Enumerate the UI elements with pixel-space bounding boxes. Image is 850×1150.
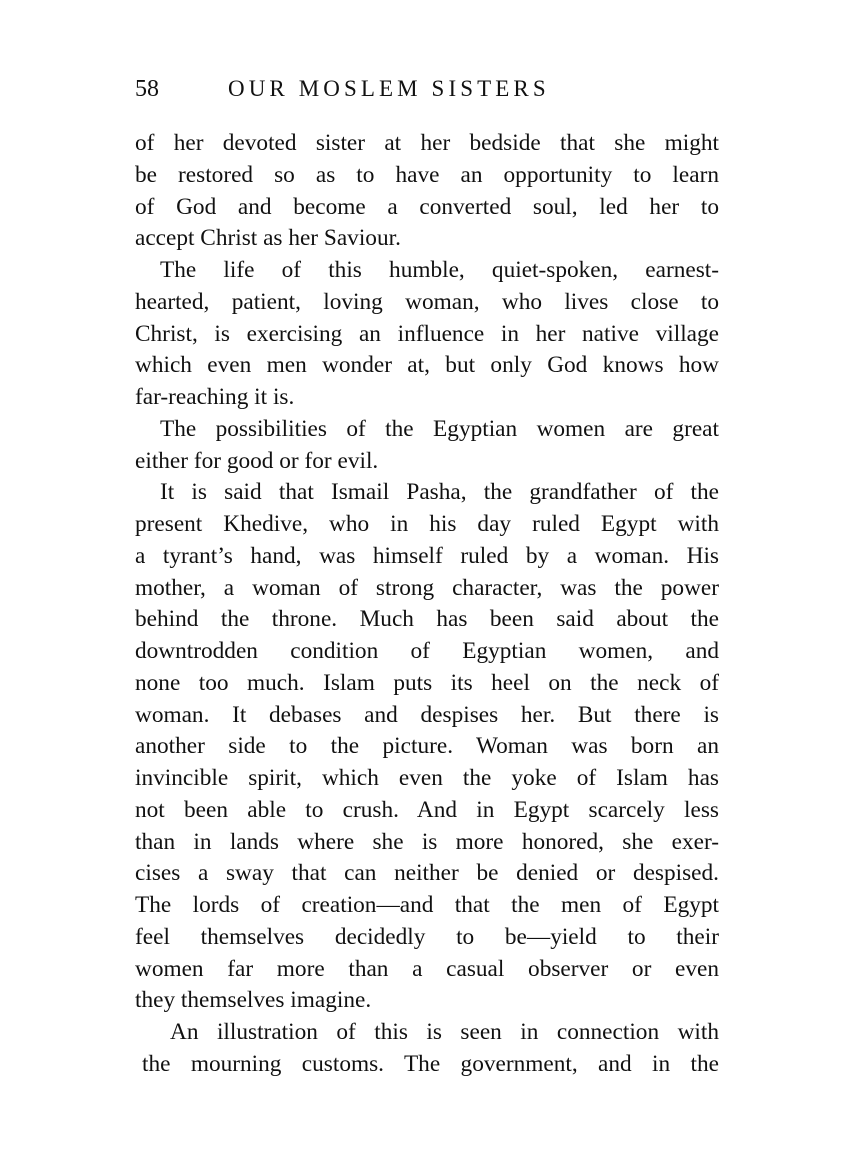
text-line: the mourning customs. The government, and in the bbox=[142, 1050, 719, 1077]
text-line: none too much. Islam puts its heel on the neck of bbox=[135, 669, 719, 696]
text-line: be restored so as to have an opportunity to learn bbox=[135, 161, 719, 188]
text-line: accept Christ as her Saviour. bbox=[135, 225, 401, 252]
text-line: behind the throne. Much has been said about the bbox=[135, 606, 719, 633]
text-line: mother, a woman of strong character, was the power bbox=[135, 574, 719, 601]
text-line: feel themselves decidedly to be—yield to their bbox=[135, 923, 719, 950]
text-line: The life of this humble, quiet-spoken, earnest- bbox=[160, 257, 719, 283]
text-line: than in lands where she is more honored, she exer- bbox=[135, 828, 719, 855]
running-title: OUR MOSLEM SISTERS bbox=[228, 76, 550, 101]
text-line: women far more than a casual observer or even bbox=[135, 955, 719, 982]
text-line: present Khedive, who in his day ruled Egypt with bbox=[135, 511, 719, 537]
text-line: of God and become a converted soul, led her to bbox=[135, 193, 719, 220]
body-text bbox=[135, 128, 719, 1081]
text-line: which even men wonder at, but only God knows how bbox=[135, 352, 719, 379]
text-line: Christ, is exercising an influence in her native village bbox=[135, 320, 719, 347]
text-line: woman. It debases and despises her. But there is bbox=[135, 701, 719, 728]
text-line: The possibilities of the Egyptian women are great bbox=[160, 415, 719, 442]
text-line: of her devoted sister at her bedside that she might bbox=[135, 130, 719, 156]
text-line: invincible spirit, which even the yoke of Islam has bbox=[135, 765, 719, 791]
text-line: another side to the picture. Woman was born an bbox=[135, 733, 719, 760]
page-header bbox=[135, 72, 715, 108]
text-line: The lords of creation—and that the men of Egypt bbox=[135, 892, 719, 918]
text-line: a tyrant’s hand, was himself ruled by a woman. His bbox=[135, 542, 719, 569]
text-line: either for good or for evil. bbox=[135, 447, 379, 474]
text-line: far-reaching it is. bbox=[135, 384, 295, 410]
text-line: hearted, patient, loving woman, who lives close to bbox=[135, 288, 719, 315]
text-line: cises a sway that can neither be denied or despised. bbox=[135, 860, 719, 887]
text-line: not been able to crush. And in Egypt scarcely less bbox=[135, 796, 719, 823]
page-number: 58 bbox=[135, 76, 159, 102]
text-line: An illustration of this is seen in connection with bbox=[170, 1019, 719, 1045]
text-line: downtrodden condition of Egyptian women, and bbox=[135, 638, 719, 664]
text-line: they themselves imagine. bbox=[135, 987, 372, 1014]
text-line: It is said that Ismail Pasha, the grandfather of the bbox=[160, 479, 719, 506]
